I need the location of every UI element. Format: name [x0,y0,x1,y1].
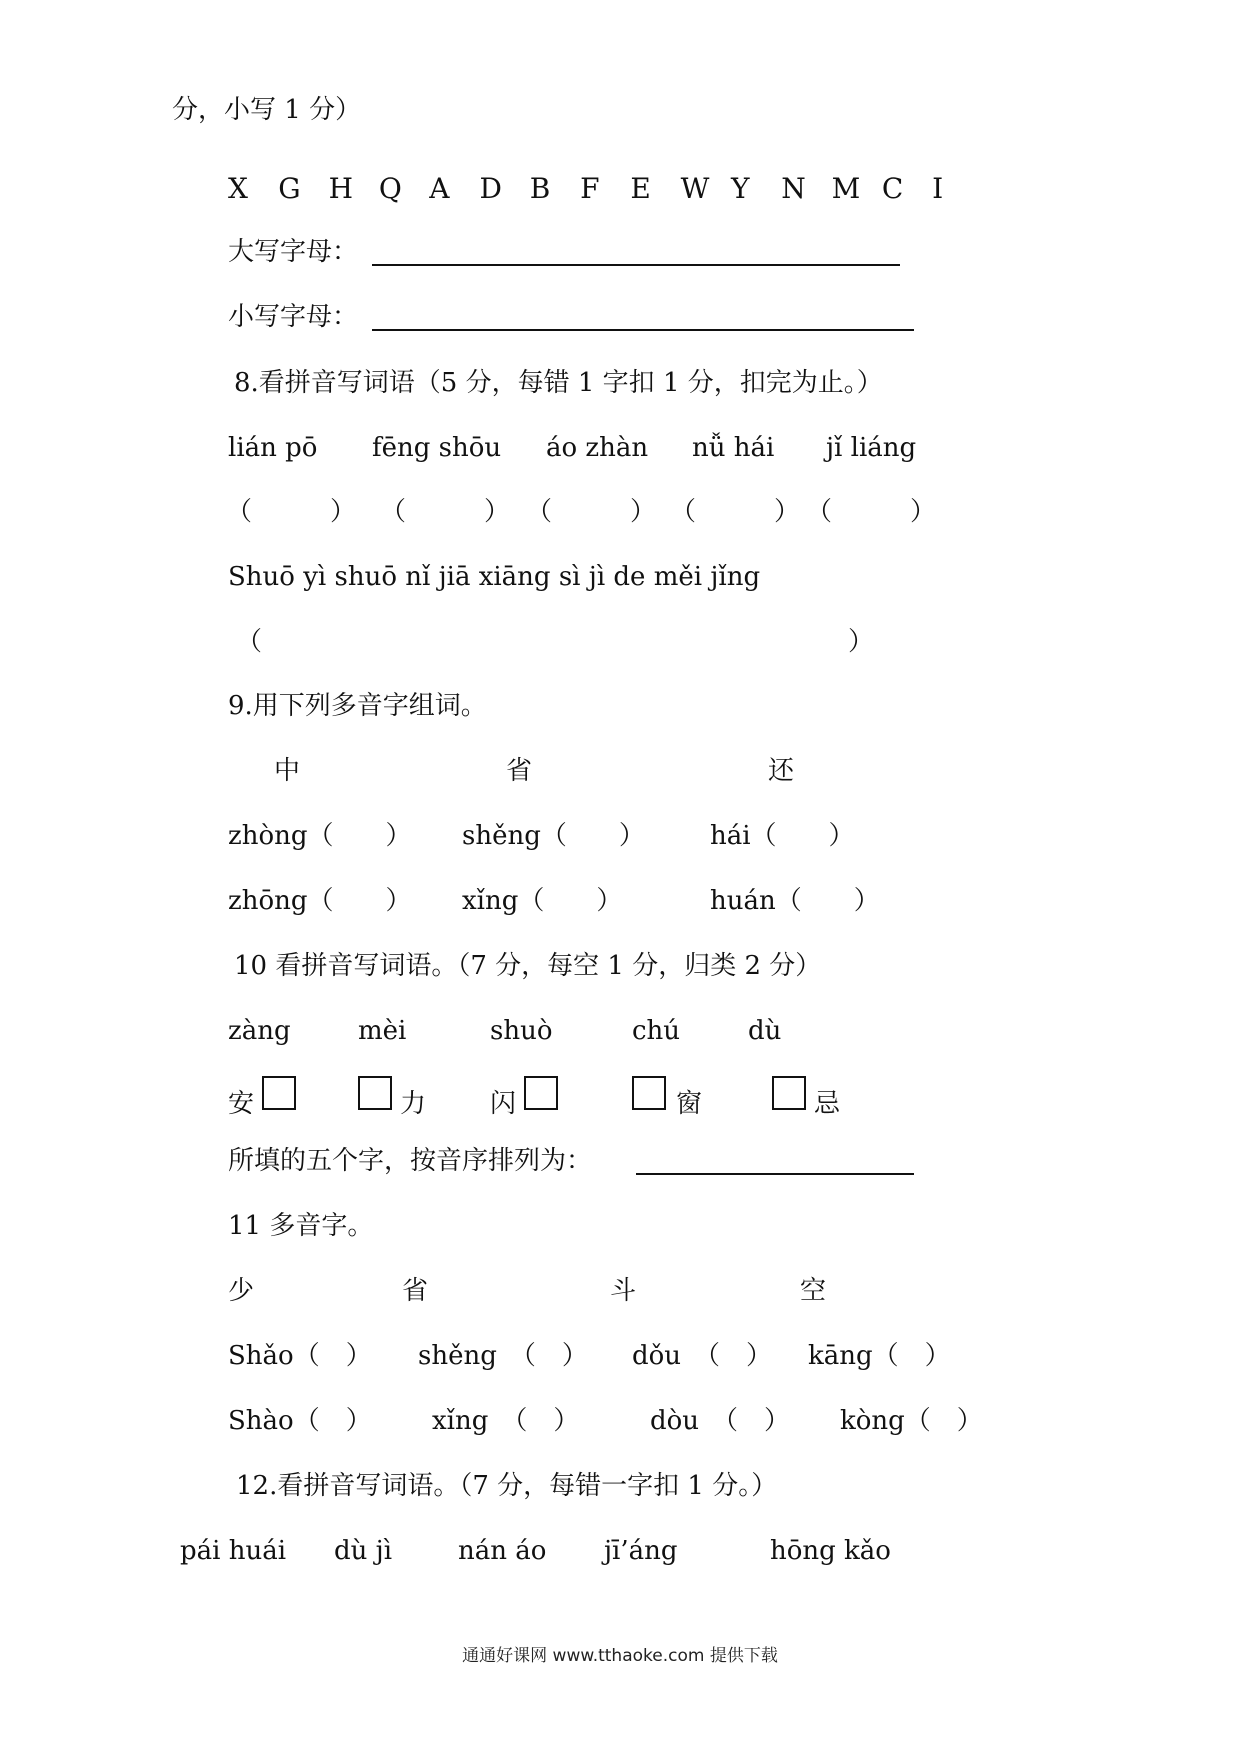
q11-pinyin-blank[interactable]: kāng（ ） [808,1341,951,1371]
q8-pinyin: nǚ hái [692,433,775,463]
word-char: 忌 [814,1089,841,1119]
letter: Q [378,172,402,205]
q11-pinyin-blank[interactable]: dòu （ ） [650,1406,791,1436]
letter: D [479,172,502,205]
q11-pinyin-blank[interactable]: Shǎo（ ） [228,1341,372,1371]
letter-list [228,172,982,205]
answer-paren[interactable]: （ ） [380,497,511,527]
letter: H [328,172,354,205]
q9-pinyin-blank[interactable]: zhōng（ ） [228,886,412,916]
letter: F [580,172,600,205]
q12-pinyin: hōng kǎo [770,1536,891,1566]
order-label: 所填的五个字，按音序排列为： [228,1146,593,1176]
uppercase-label: 大写字母： [228,237,359,267]
char-box[interactable] [772,1076,806,1110]
answer-paren[interactable]: （ ） [670,497,801,527]
q8-title: 8.看拼音写词语（5 分，每错 1 字扣 1 分，扣完为止。） [234,368,883,398]
lowercase-label: 小写字母： [228,302,359,332]
letter: M [831,172,861,205]
q11-pinyin-blank[interactable]: shěng （ ） [418,1341,588,1371]
q8-pinyin: áo zhàn [546,433,649,463]
q12-pinyin: pái huái [180,1536,287,1566]
page-footer: 通通好课网 www.tthaoke.com 提供下载 [462,1646,778,1666]
char-box[interactable] [632,1076,666,1110]
q10-title: 10 看拼音写词语。（7 分，每空 1 分，归类 2 分） [234,951,822,981]
q11-pinyin-blank[interactable]: xǐng （ ） [432,1406,580,1436]
polyphone-char: 空 [800,1276,827,1306]
q9-pinyin-blank[interactable]: huán（ ） [710,886,880,916]
letter: N [781,172,806,205]
q10-pinyin: mèi [358,1016,407,1046]
polyphone-char: 省 [402,1276,429,1306]
word-char: 安 [228,1089,255,1119]
word-char: 力 [400,1089,427,1119]
order-answer-line[interactable] [636,1173,914,1175]
letter: E [630,172,651,205]
letter: Y [730,172,750,205]
letter: C [881,172,904,205]
q9-title: 9.用下列多音字组词。 [228,691,487,721]
q9-pinyin-blank[interactable]: shěng（ ） [462,821,645,851]
q10-pinyin: shuò [490,1016,553,1046]
polyphone-char: 还 [768,756,795,786]
q8-pinyin: lián pō [228,433,318,463]
letter: X [228,172,248,205]
q11-pinyin-blank[interactable]: dǒu （ ） [632,1341,773,1371]
polyphone-char: 省 [506,756,533,786]
q11-title: 11 多音字。 [228,1211,374,1241]
answer-paren[interactable]: （ ） [806,497,937,527]
letter: I [932,172,944,205]
sentence-paren-close[interactable]: ） [848,627,875,657]
letter: W [680,172,710,205]
letter: B [529,172,551,205]
char-box[interactable] [262,1076,296,1110]
sentence-paren-open[interactable]: （ [236,627,263,657]
q11-pinyin-blank[interactable]: kòng（ ） [840,1406,983,1436]
q8-sentence-pinyin: Shuō yì shuō nǐ jiā xiāng sì jì de měi jǐng [228,562,761,592]
lowercase-answer-line[interactable] [372,329,914,331]
char-box[interactable] [358,1076,392,1110]
polyphone-char: 中 [274,756,301,786]
q9-pinyin-blank[interactable]: xǐng（ ） [462,886,623,916]
q12-pinyin: nán áo [458,1536,547,1566]
char-box[interactable] [524,1076,558,1110]
q9-pinyin-blank[interactable]: zhòng（ ） [228,821,412,851]
q10-pinyin: zàng [228,1016,291,1046]
q8-pinyin: jǐ liáng [826,433,917,463]
uppercase-answer-line[interactable] [372,264,900,266]
answer-paren[interactable]: （ ） [526,497,657,527]
q10-pinyin: dù [748,1016,782,1046]
q7-instruction-tail: 分，小写 1 分） [172,95,362,125]
q12-pinyin: dù jì [334,1536,393,1566]
answer-paren[interactable]: （ ） [226,497,357,527]
polyphone-char: 斗 [610,1276,637,1306]
q11-pinyin-blank[interactable]: Shào（ ） [228,1406,372,1436]
q10-pinyin: chú [632,1016,681,1046]
polyphone-char: 少 [228,1276,255,1306]
word-char: 闪 [490,1089,517,1119]
letter: G [278,172,301,205]
q9-pinyin-blank[interactable]: hái（ ） [710,821,855,851]
letter: A [429,172,450,205]
q12-pinyin: jī’áng [604,1536,678,1566]
q8-pinyin: fēng shōu [372,433,502,463]
word-char: 窗 [676,1089,703,1119]
q12-title: 12.看拼音写词语。（7 分，每错一字扣 1 分。） [236,1471,778,1501]
